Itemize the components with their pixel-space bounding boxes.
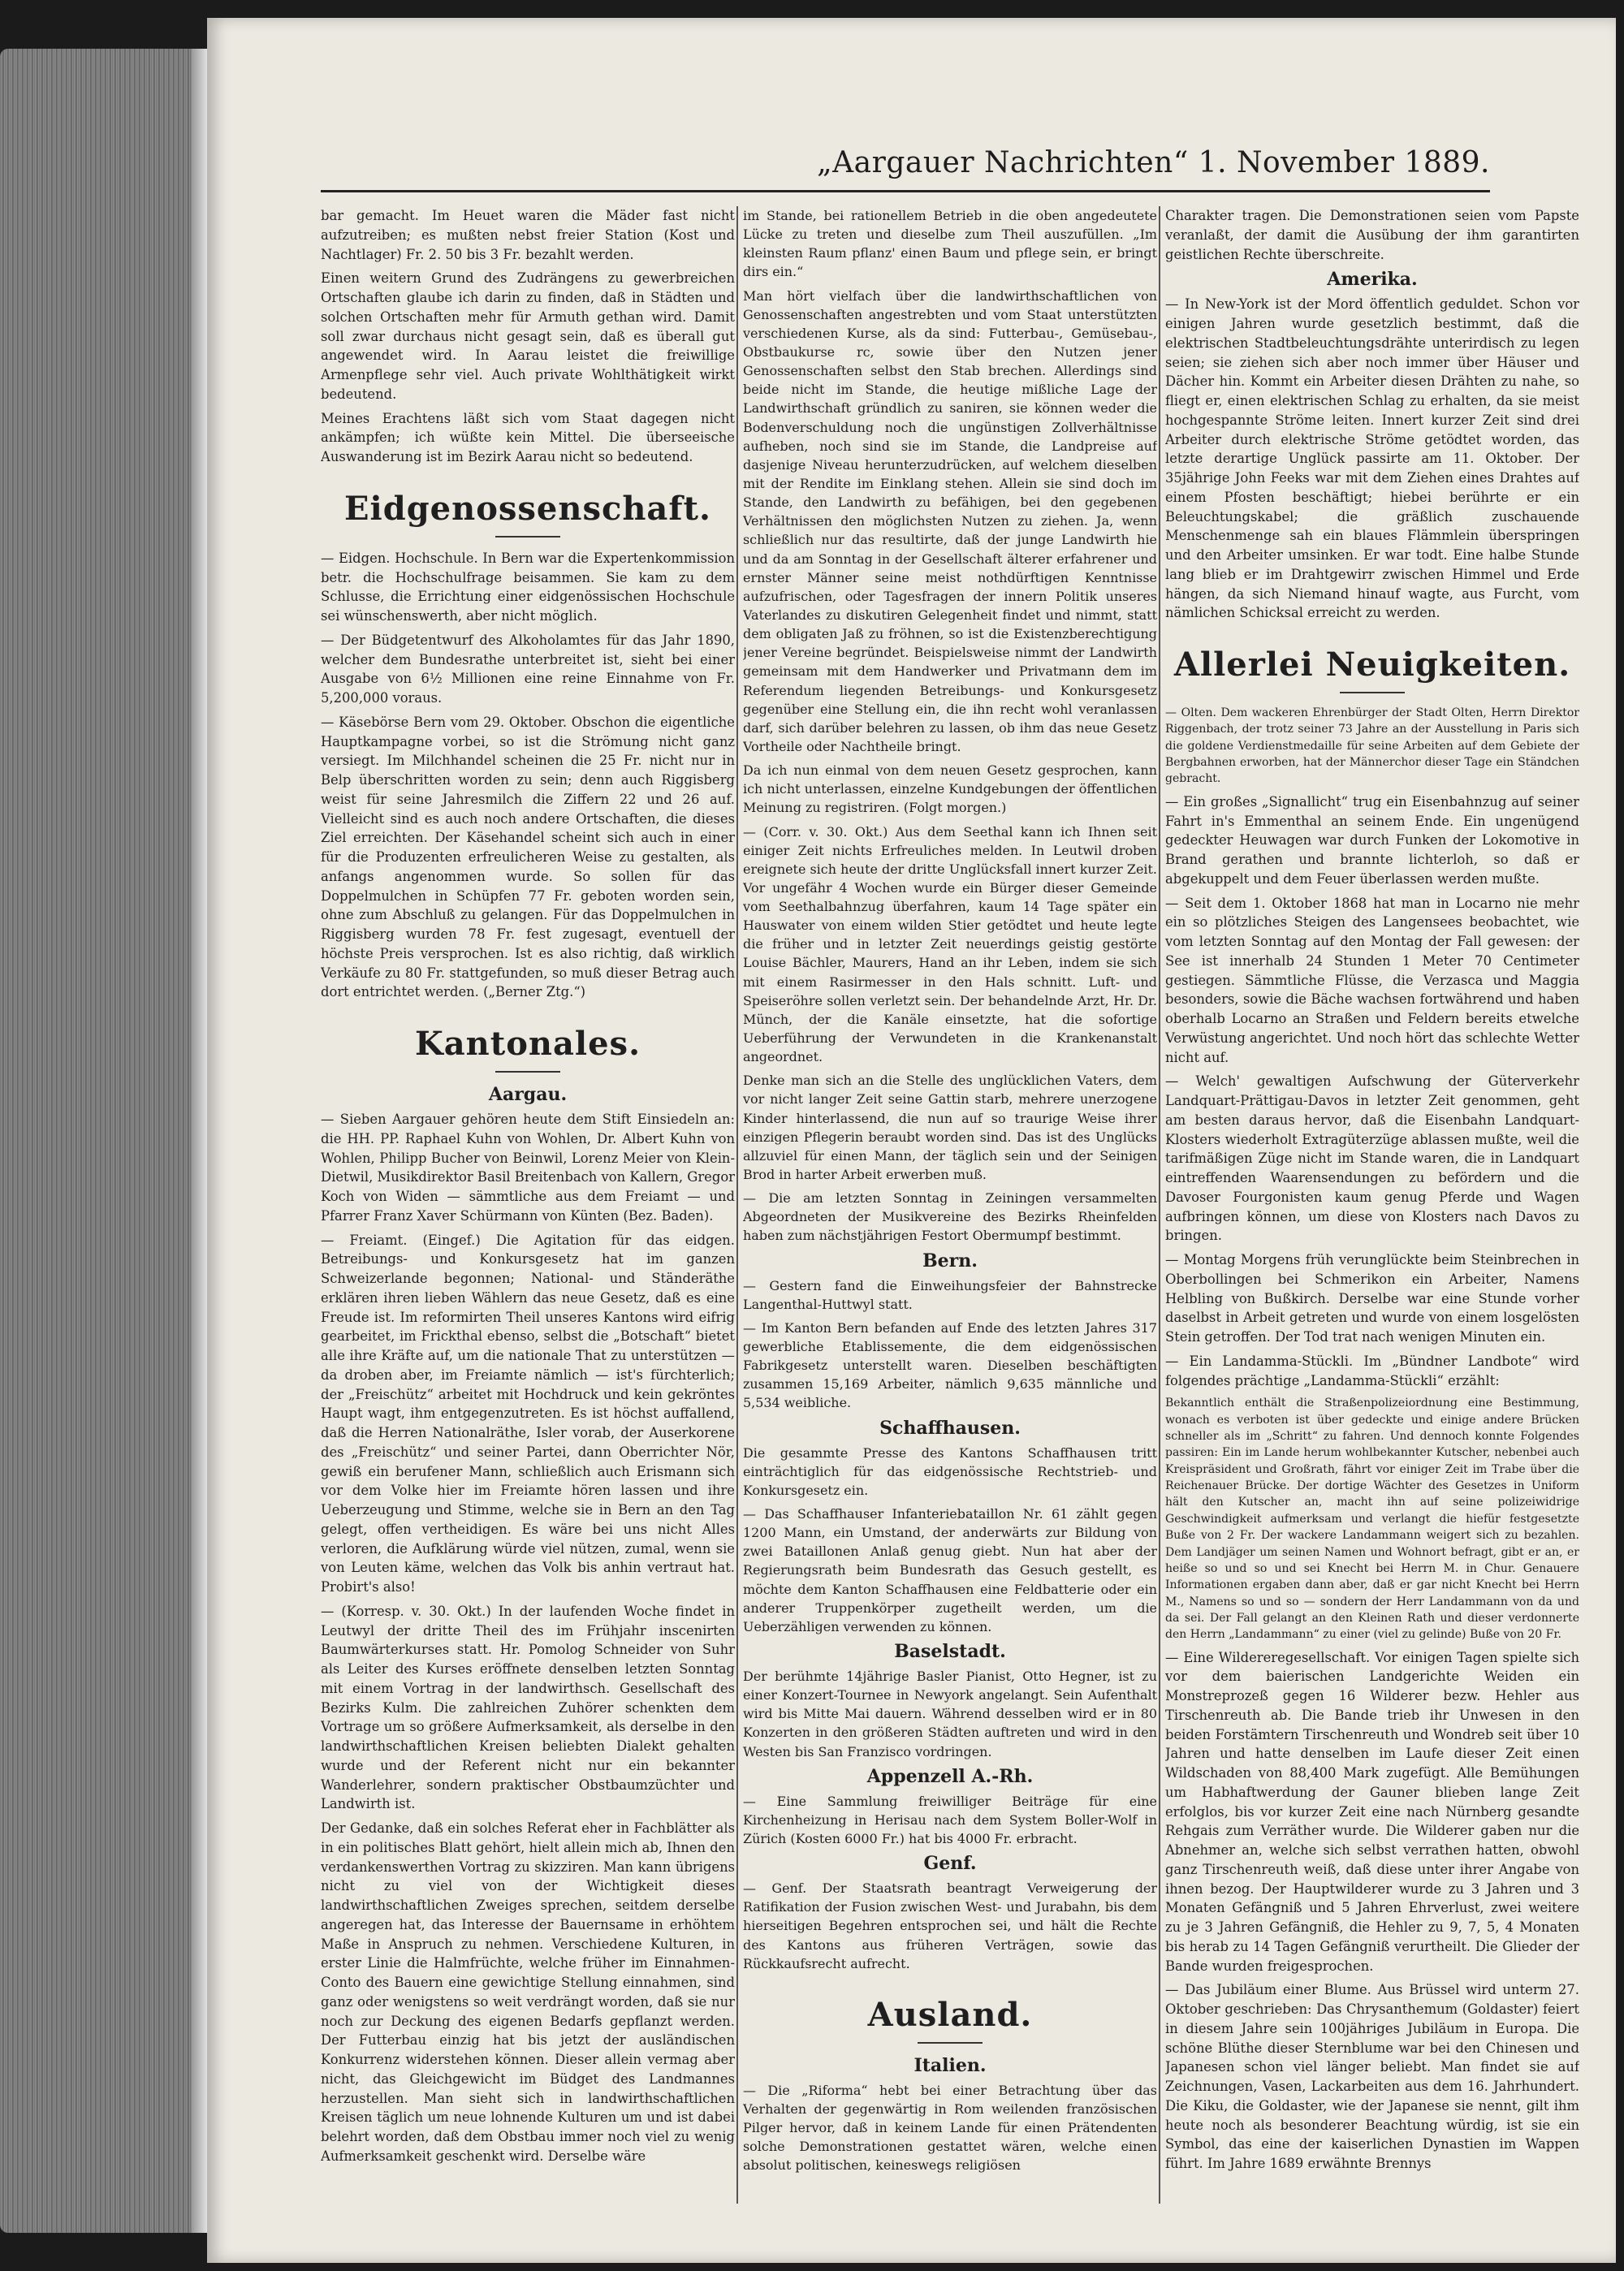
article-paragraph: Da ich nun einmal von dem neuen Gesetz gesprochen, kann ich nicht unterlassen, einzelne Kundgebungen der öffentlichen Meinung zu registriren. (Folgt morgen.) [743,762,1157,816]
page-stack-edge [192,49,208,2233]
subsection-heading: Bern. [922,1250,978,1272]
article-paragraph: — Der Büdgetentwurf des Alkoholamtes für das Jahr 1890, welcher dem Bundesrathe unterbreitet ist, sieht bei einer Ausgabe von 6½ Millionen eine reine Einnahme von Fr. 5,200,000 voraus. [321,632,735,706]
article-paragraph: Bekanntlich enthält die Straßenpolizeiordnung eine Bestimmung, wonach es verboten ist über gedeckte und einige andere Brücken schneller als im „Schritt“ zu fahren. Und dennoch konnte Folgendes passiren: Ein im Lande herum wohlbekannter Kutscher, nebenbei auch Kreispräsident und Großrath, fährt vor einiger Zeit im Trabe über die Reichenauer Brücke. Der dortige Wächter des Gesetzes in Uniform hält den Kutscher an, macht ihn auf seine polizeiwidrige Geschwindigkeit aufmerksam und verlangt die hiefür festgesetzte Buße von 2 Fr. Der wackere Landammann weigert sich zu bezahlen. Dem Landjäger um seinen Namen und Wohnort befragt, gibt er an, er heiße so und so und sei Knecht bei Herrn M. in Chur. Genauere Informationen ergaben dann aber, daß er gar nicht Knecht bei Herrn M., Namens so und so — sondern der Herr Landammann von da und da sei. Der Fall gelangt an den Kleinen Rath und dieser verdonnerte den Herrn „Landammann“ zu einer (viel zu gelinde) Buße von 20 Fr. [1165,1397,1579,1642]
subsection-heading: Amerika. [1327,269,1418,291]
article-paragraph: — Das Schaffhauser Infanteriebataillon Nr. 61 zählt gegen 1200 Mann, ein Umstand, der anderwärts zur Bildung von zwei Bataillonen Anlaß genug giebt. Nun hat aber der Regierungsrath beim Bundesrath das Gesuch gestellt, es möchte dem Kanton Schaffhausen eine Feldbatterie oder ein anderer Truppenkörper zugetheilt werden, um die Ueberzähligen verwenden zu können. [743,1506,1157,1634]
column-3 [1165,206,1579,2204]
subsection-heading: Baselstadt. [894,1640,1006,1662]
article-paragraph: Der Gedanke, daß ein solches Referat eher in Fachblätter als in ein politisches Blatt gehört, hielt allein mich ab, Ihnen den verdankenswerthen Vortrag zu skizziren. Man kann übrigens nicht zu viel von der Wichtigkeit dieses landwirthschaftlichen Zweiges sprechen, seitdem derselbe angeregen hat, das Interesse der Bauernsame in erhöhtem Maße in Anspruch zu nehmen. Verschiedene Kulturen, in erster Linie die Halmfrüchte, welche früher im Einnahmen-Conto des Bauern eine gewichtige Stellung einnahmen, sind ganz oder wenigstens so weit verdrängt worden, daß sie nur noch zur Deckung des eigenen Bedarfs gepflanzt werden. Der Futterbau einzig hat bis jetzt der ausländischen Konkurrenz widerstehen können. Dieser allein vermag aber nicht, das Gleichgewicht im Büdget des Landmannes herzustellen. Man sieht sich in landwirthschaftlichen Kreisen täglich um neue lohnende Kulturen um und ist dabei belehrt worden, daß dem Obstbau immer noch viel zu wenig Aufmerksamkeit geschenkt wird. Derselbe wäre [321,1820,735,2164]
article-paragraph: Charakter tragen. Die Demonstrationen seien vom Papste veranlaßt, der damit die Ausübung der ihm garantirten geistlichen Rechte überschreite. [1165,208,1579,262]
article-paragraph: — Olten. Dem wackeren Ehrenbürger der Stadt Olten, Herrn Direktor Riggenbach, der trotz seiner 73 Jahre an der Ausstellung in Paris sich die goldene Verdienstmedaille für seine Arbeiten auf dem Gebiete der Bergbahnen erworben, hat der Männerchor dieser Tage ein Ständchen gebracht. [1165,706,1579,786]
article-paragraph: — Eine Sammlung freiwilliger Beiträge für eine Kirchenheizung in Herisau nach dem System Boller-Wolf in Zürich (Kosten 6000 Fr.) hat bis 4000 Fr. erbracht. [743,1793,1157,1846]
article-paragraph: — Seit dem 1. Oktober 1868 hat man in Locarno nie mehr ein so plötzliches Steigen des Langensees beobachtet, wie vom letzten Sonntag auf den Montag der Fall gewesen: der See ist innerhalb 24 Stunden 1 Meter 70 Centimeter gestiegen. Sämmtliche Flüsse, die Verzasca und Maggia besonders, sowie die Bäche wachsen fortwährend und haben oberhalb Locarno an Straßen und Feldern bereits etwelche Verwüstung angerichtet. Und noch hört das schlechte Wetter nicht auf. [1165,895,1579,1065]
article-paragraph: — Die „Riforma“ hebt bei einer Betrachtung über das Verhalten der gegenwärtig in Rom weilenden französischen Pilger hervor, daß in keinem Lande für einen Prätendenten solche Demonstrationen gestattet wären, welche einen absolut politischen, keineswegs religiösen [743,2082,1157,2174]
subsection-heading: Aargau. [488,1084,568,1105]
article-paragraph: Meines Erachtens läßt sich vom Staat dagegen nicht ankämpfen; ich wüßte kein Mittel. Die überseeische Auswanderung ist im Bezirk Aarau nicht so bedeutend. [321,410,735,464]
subsection-heading: Italien. [914,2054,987,2076]
subsection-heading: Schaffhausen. [879,1417,1021,1439]
article-paragraph: — Gestern fand die Einweihungsfeier der Bahnstrecke Langenthal-Huttwyl statt. [743,1277,1157,1312]
article-paragraph: — Das Jubiläum einer Blume. Aus Brüssel wird unterm 27. Oktober geschrieben: Das Chrysanthemum (Goldaster) feiert in diesem Jahre sein 100jähriges Jubiläum in Europa. Die schöne Blüthe dieser Sternblume war bei den Chinesen und Japanesen schon viel länger beliebt. Man findet sie auf Zeichnungen, Vasen, Lackarbeiten aus dem 16. Jahrhundert. Die Kiku, die Goldaster, wie der Japanese sie nennt, gilt ihm heute noch als besonderer Beachtung würdig, ist sie ein Symbol, das eine der kaiserlichen Dynastien im Wappen führt. Im Jahre 1689 erwähnte Brennys [1165,1982,1579,2172]
article-paragraph: — (Korresp. v. 30. Okt.) In der laufenden Woche findet in Leutwyl der dritte Theil des im Frühjahr inscenirten Baumwärterkurses statt. Hr. Pomolog Schneider von Suhr als Leiter des Kurses eröffnete denselben letzten Sonntag mit einem Vortrag in der landwirthsch. Gesellschaft des Bezirks Kulm. Die zahlreichen Zuhörer schenkten dem Vortrage um so größere Aufmerksamkeit, als derselbe in den landwirthschaftlichen Kreisen beliebten Dialekt gehalten wurde und der Referent nicht nur ein bekannter Wanderlehrer, sondern praktischer Obstbaumzüchter und Landwirth ist. [321,1603,735,1812]
column-1 [321,206,735,2204]
article-paragraph: — Eidgen. Hochschule. In Bern war die Expertenkommission betr. die Hochschulfrage beisammen. Sie kam zu dem Schlusse, die Errichtung einer eidgenössischen Hochschule sei wünschenswerth, aber nicht möglich. [321,550,735,624]
section-heading: Ausland. [743,1996,1157,2044]
page-header [321,140,1490,192]
article-paragraph: — Die am letzten Sonntag in Zeiningen versammelten Abgeordneten der Musikvereine des Bezirks Rheinfelden haben zum nächstjährigen Festort Obermumpf bestimmt. [743,1190,1157,1244]
subsection-heading: Appenzell A.-Rh. [866,1765,1034,1787]
article-paragraph: bar gemacht. Im Heuet waren die Mäder fast nicht aufzutreiben; es mußten nebst freier Station (Kost und Nachtlager) Fr. 2. 50 bis 3 Fr. bezahlt werden. [321,208,735,262]
column-rule [1159,206,1160,2204]
article-paragraph: — In New-York ist der Mord öffentlich geduldet. Schon vor einigen Jahren wurde gesetzlich bestimmt, daß die elektrischen Stadtbeleuchtungsdrähte unterirdisch zu legen seien; sie ziehen sich aber noch immer über Häuser und Dächer hin. Kommt ein Arbeiter diesen Drähten zu nahe, so fliegt er, einen elektrischen Schlag zu erhalten, da sie meist hochgespannte Ströme leiten. Innert kurzer Zeit sind drei Arbeiter durch elektrische Ströme getödtet worden, das letzte derartige Unglück passirte am 11. Oktober. Der 35jährige John Feeks war mit dem Ziehen eines Drahtes auf einem Pfosten beschäftigt; hiebei berührte er ein Beleuchtungskabel; die gräßlich zuschauende Menschenmenge sah ein blaues Flämmlein überspringen und den Arbeiter umsinken. Er war todt. Eine halbe Stunde lang blieb er im Drahtgewirr zwischen Himmel und Erde hängen, da sich Niemand hinauf wagte, aus Furcht, vom nämlichen Schicksal erreicht zu werden. [1165,296,1579,621]
article-paragraph: — Im Kanton Bern befanden auf Ende des letzten Jahres 317 gewerbliche Etablissemente, die dem eidgenössischen Fabrikgesetz unterstellt waren. Dieselben beschäftigten zusammen 15,169 Arbeiter, nämlich 9,635 männliche und 5,534 weibliche. [743,1319,1157,1411]
article-paragraph: Die gesammte Presse des Kantons Schaffhausen tritt einträchtiglich für das eidgenössische Rechtstrieb- und Konkursgesetz ein. [743,1444,1157,1498]
column-rule [736,206,738,2204]
article-paragraph: — Käsebörse Bern vom 29. Oktober. Obschon die eigentliche Hauptkampagne vorbei, so ist die Strömung nicht ganz versiegt. Im Milchhandel scheinen die 25 Fr. nicht nur in Belp überschritten worden zu sein; denn auch Riggisberg weist für seine Jahresmilch die Ziffern 22 und 26 auf. Vielleicht sind es auch noch andere Ortschaften, die dieses Ziel erreichten. Der Käsehandel scheint sich auch in einer für die Produzenten erfreulicheren Weise zu gestalten, als anfangs angenommen wurde. So sollen für das Doppelmulchen in Schüpfen 77 Fr. geboten worden sein, ohne zum Abschluß zu gelangen. Für das Doppelmulchen in Riggisberg wurden 78 Fr. fest zugesagt, eventuell der höchste Preis versprochen. Ist es also richtig, daß wirklich Verkäufe zu 80 Fr. stattgefunden, so muß dieser Betrag auch dort entrichtet werden. („Berner Ztg.“) [321,714,735,1000]
article-paragraph: — Eine Wildereregesellschaft. Vor einigen Tagen spielte sich vor dem baierischen Landgerichte Weiden ein Monstreprozeß gegen 16 Wilderer bezw. Hehler aus Tirschenreuth ab. Die Bande trieb ihr Unwesen in den beiden Forstämtern Tirschenreuth und Wondreb seit über 10 Jahren und hatte denselben im Laufe dieser Zeit einen Wildschaden von 88,400 Mark zugefügt. Alle Bemühungen um Habhaftwerdung der Gauner blieben lange Zeit erfolglos, bis vor kurzer Zeit eine nach Nürnberg gesandte Rehgais zum Verräther wurde. Die Wilderer gaben nur die Abnehmer an, welche sich selbst verrathen hatten, obwohl ganz Tirschenreuth weiß, daß diese unter ihrer Angabe von ihnen bezog. Der Hauptwilderer wurde zu 3 Jahren und 3 Monaten Gefängniß und 5 Jahren Ehrverlust, zwei weitere zu je 3 Jahren Gefängniß, die Hehler zu 9, 7, 5, 4 Monaten bis herab zu 14 Tagen Gefängniß verurtheilt. Die Glieder der Bande wurden freigesprochen. [1165,1649,1579,1974]
subsection-heading: Genf. [923,1853,977,1875]
article-paragraph: — (Corr. v. 30. Okt.) Aus dem Seethal kann ich Ihnen seit einiger Zeit nichts Erfreuliches melden. In Leutwil droben ereignete sich heute der dritte Unglücksfall innert kurzer Zeit. Vor ungefähr 4 Wochen wurde ein Bürger dieser Gemeinde vom Seethalbahnzug überfahren, kaum 14 Tage später ein Hauswater von einem wilden Stier getödtet und heute legte die früher und in letzter Zeit neuerdings geistig gestörte Louise Bächler, Maurers, Hand an ihr Leben, indem sie sich mit einem Rasirmesser in den Hals schnitt. Luft- und Speiseröhre sollen verletzt sein. Der behandelnde Arzt, Hr. Dr. Münch, der die Kanäle einsetzte, hat die sofortige Ueberführung der Verwundeten in die Krankenanstalt angeordnet. [743,823,1157,1065]
page-stack [0,49,203,2233]
article-paragraph: Einen weitern Grund des Zudrängens zu gewerbreichen Ortschaften glaube ich darin zu finden, daß in Städten und solchen Ortschaften mehr für Armuth gethan wird. Damit soll zwar durchaus nicht gesagt sein, daß es überall gut angewendet wird. In Aarau leistet die freiwillige Armenpflege sehr viel. Auch private Wohlthätigkeit wirkt bedeutend. [321,270,735,402]
newspaper-page [207,18,1616,2263]
section-heading: Eidgenossenschaft. [321,490,735,538]
section-heading: Kantonales. [321,1025,735,1073]
article-paragraph: im Stande, bei rationellem Betrieb in die oben angedeutete Lücke zu treten und dieselbe zum Theil auszufüllen. „Im kleinsten Raum pflanz' einen Baum und pflege sein, er bringt dirs ein.“ [743,208,1157,280]
article-paragraph: Denke man sich an die Stelle des unglücklichen Vaters, dem vor nicht langer Zeit seine Gattin starb, mehrere unerzogene Kinder hinterlassend, die nun auf so traurige Weise ihrer einzigen Pflegerin beraubt worden sind. Das ist des Unglücks allzuviel für einen Mann, der täglich sein und der Seinigen Brod in harter Arbeit erwerben muß. [743,1073,1157,1183]
article-paragraph: — Ein großes „Signallicht“ trug ein Eisenbahnzug auf seiner Fahrt in's Emmenthal an seinem Ende. Ein ungenügend gedeckter Heuwagen war durch Funken der Lokomotive in Brand gerathen und brannte lichterloh, so daß er abgekuppelt und dem Feuer überlassen werden mußte. [1165,793,1579,887]
article-paragraph: — Genf. Der Staatsrath beantragt Verweigerung der Ratifikation der Fusion zwischen West- und Jurabahn, bis dem hierseitigen Begehren entsprochen sei, und hält die Rechte des Kantons aus früheren Verträgen, sowie das Rückkaufsrecht aufrecht. [743,1880,1157,1971]
article-paragraph: — Freiamt. (Eingef.) Die Agitation für das eidgen. Betreibungs- und Konkursgesetz hat im ganzen Schweizerlande begonnen; National- und Ständeräthe erklären ihren lieben Wählern das neue Gesetz, daß es eine Freude ist. Im reformirten Theil unseres Kantons wird eifrig gearbeitet, im Frickthal ebenso, selbst die „Botschaft“ bietet alle ihre Kräfte auf, um die nationale That zu unterstützen — da droben aber, im Freiamte nämlich — ist's fürchterlich; der „Freischütz“ arbeitet mit Hochdruck und kein gekröntes Haupt wagt, ihm entgegenzutreten. Es ist höchst auffallend, daß die Herren Nationalräthe, Isler vorab, der Auserkorene des „Freischütz“ und seiner Partei, dann Oberrichter Nör, gewiß ein berufener Mann, schließlich auch Erismann sich vor dem Volke hier im Freiamte hören lassen und ihre Ueberzeugung und Stimme, welche sie in Bern an den Tag gelegt, offen vertheidigen. Es wäre bei uns nicht Alles verloren, die Aufklärung würde viel nützen, zumal, wenn sie von Leuten käme, welchen das Volk bis anhin vertraut hat. Probirt's also! [321,1232,735,1595]
article-paragraph: Der berühmte 14jährige Basler Pianist, Otto Hegner, ist zu einer Konzert-Tournee in Newyork angelangt. Sein Aufenthalt wird bis Mitte Mai dauern. Während desselben wird er in 80 Konzerten in den größeren Städten auftreten und wird in den Westen bis San Franzisco vordringen. [743,1668,1157,1759]
article-paragraph: — Montag Morgens früh verunglückte beim Steinbrechen in Oberbollingen bei Schmerikon ein Arbeiter, Namens Helbling von Bußkirch. Derselbe war eine Stunde vorher daselbst in Arbeit getreten und wurde von einem losgelösten Stein getroffen. Der Tod trat nach wenigen Minuten ein. [1165,1252,1579,1345]
article-paragraph: Man hört vielfach über die landwirthschaftlichen von Genossenschaften angestrebten und vom Staat unterstützten verschiedenen Kurse, als da sind: Futterbau-, Gemüsebau-, Obstbaukurse rc, sowie über den Nutzen jener Genossenschaften selbst den Stab brechen. Allerdings sind beide nicht im Stande, die heutige mißliche Lage der Landwirthschaft gründlich zu saniren, sie können weder die Bodenverschuldung noch die ungünstigen Zollverhältnisse aufheben, noch sind sie im Stande, die Landpreise auf dasjenige Niveau herunterzudrücken, auf welchem dieselben mit der Rendite im Einklang stehen. Allein sie sind doch im Stande, den Landwirth zu befähigen, bei den gegebenen Verhältnissen den möglichsten Nutzen zu ziehen. Ja, wenn schließlich nur das resultirte, daß der junge Landwirth hie und da am Sonntag in der Gesellschaft älterer erfahrener und ernster Männer seine meist nothdürftigen Kenntnisse aufzufrischen, oder Tagesfragen der innern Politik unseres Vaterlandes zu diskutiren Gelegenheit findet und nimmt, statt dem obligaten Jaß zu fröhnen, so ist die Existenzberechtigung jener Vereine begründet. Beispielsweise nimmt der Landwirth gemeinsam mit dem Handwerker und Privatmann dem im Referendum liegenden Betreibungs- und Konkursgesetz gegenüber eine Stellung ein, die ihn recht wohl veranlassen darf, sich darüber belehren zu lassen, ob ihm das neue Gesetz Vortheile oder Nachtheile bringt. [743,287,1157,754]
page-title: „Aargauer Nachrichten“ 1. November 1889. [817,146,1490,179]
article-paragraph: — Sieben Aargauer gehören heute dem Stift Einsiedeln an: die HH. PP. Raphael Kuhn von Wohlen, Dr. Albert Kuhn von Wohlen, Philipp Bucher von Beinwil, Lorenz Meier von Klein-Dietwil, Musikdirektor Basil Breitenbach von Kallern, Gregor Koch von Widen — sämmtliche aus dem Freiamt — und Pfarrer Franz Xaver Schürmann von Künten (Bez. Baden). [321,1112,735,1224]
article-paragraph: — Ein Landamma-Stückli. Im „Bündner Landbote“ wird folgendes prächtige „Landamma-Stückli“ erzählt: [1165,1353,1579,1388]
column-2 [743,206,1157,2204]
section-heading: Allerlei Neuigkeiten. [1165,645,1579,693]
article-paragraph: — Welch' gewaltigen Aufschwung der Güterverkehr Landquart-Prättigau-Davos in letzter Zeit genommen, geht am besten daraus hervor, daß die Eisenbahn Landquart-Klosters wiederholt Extragüterzüge ablassen mußte, weil die tarifmäßigen Züge nicht im Stande waren, die in Landquart eintreffenden Waarensendungen zu befördern und die Davoser Fourgonisten kaum genug Pferde und Wagen aufbringen können, um diese von Klosters nach Davos zu bringen. [1165,1073,1579,1244]
